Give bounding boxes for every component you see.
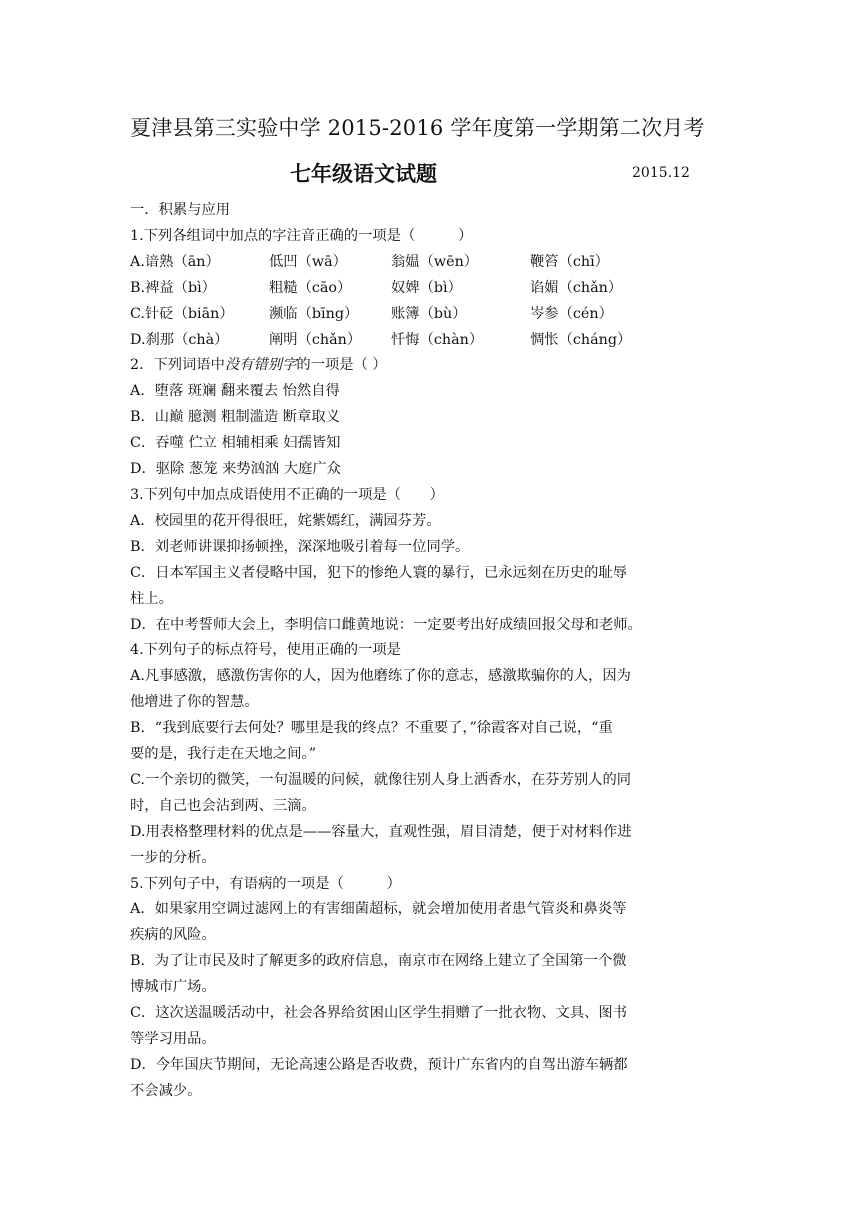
option-term: D.刹那（chà） <box>130 331 229 348</box>
question-5-line: C．这次送温暖活动中，社会各界给贫困山区学生捐赠了一批衣物、文具、图书 <box>130 1005 628 1022</box>
option-term: 粗糙（cāo） <box>269 279 352 296</box>
question-3-stem: 3.下列句中加点成语使用不正确的一项是（ ） <box>130 486 444 503</box>
question-2-stem <box>130 353 734 379</box>
option-term: 翁媪（wēn） <box>391 253 479 270</box>
option-term: 岑参（cén） <box>530 305 613 322</box>
option-term: 鞭笞（chī） <box>530 253 609 270</box>
question-4-stem: 4.下列句子的标点符号，使用正确的一项是 <box>130 642 401 659</box>
question-1-option-d <box>130 328 734 354</box>
question-5-line: 等学习用品。 <box>130 1031 216 1047</box>
question-4-line: 他增进了你的智慧。 <box>130 694 259 711</box>
question-4-line: D.用表格整理材料的优点是——容量大，直观性强，眉目清楚，便于对材料作进 <box>130 823 632 840</box>
question-1-option-b <box>130 276 734 302</box>
option-term: B.裨益（bì） <box>130 279 216 296</box>
option-term: 低凹（wā） <box>269 253 347 270</box>
exam-body <box>130 198 734 1105</box>
question-5-line: B．为了让市民及时了解更多的政府信息，南京市在网络上建立了全国第一个微 <box>130 953 627 970</box>
stem-text: 的一项是（ ） <box>296 357 387 374</box>
question-3-option-b: B．刘老师讲课抑扬顿挫，深深地吸引着每一位同学。 <box>130 538 470 555</box>
option-term: A.谙熟（ān） <box>130 253 220 270</box>
question-2-option-b: B．山巅 臆测 粗制滥造 断章取义 <box>130 409 340 426</box>
question-3-option-c: C．日本军国主义者侵略中国，犯下的惨绝人寰的暴行，已永远刻在历史的耻辱 <box>130 564 628 581</box>
question-2-option-a: A．堕落 斑斓 翻来覆去 怡然自得 <box>130 383 340 400</box>
exam-date: 2015.12 <box>632 165 690 181</box>
question-5-line: A．如果家用空调过滤网上的有害细菌超标，就会增加使用者患气管炎和鼻炎等 <box>130 901 627 918</box>
option-term: 濒临（bīng） <box>269 305 359 322</box>
question-3-option-d: D．在中考誓师大会上，李明信口雌黄地说：一定要考出好成绩回报父母和老师。 <box>130 616 642 633</box>
stem-emphasis: 没有错别字 <box>224 357 297 374</box>
question-4-line: B．“我到底要行去何处？哪里是我的终点？不重要了，”徐霞客对自己说，“重 <box>130 720 613 737</box>
question-5-stem: 5.下列句子中，有语病的一项是（ ） <box>130 875 401 892</box>
question-5-line: 疾病的风险。 <box>130 927 216 944</box>
question-3-option-a: A．校园里的花开得很旺，姹紫嫣红，满园芬芳。 <box>130 512 441 529</box>
section-heading: 一．积累与应用 <box>130 202 231 218</box>
option-term: C.针砭（biān） <box>130 305 234 322</box>
option-term: 忏悔（chàn） <box>391 331 484 348</box>
question-5-line: 不会减少。 <box>130 1082 202 1099</box>
question-4-line: 要的是，我行走在天地之间。” <box>130 746 317 763</box>
question-4-line: 时，自己也会沾到两、三滴。 <box>130 797 316 814</box>
option-term: 谄媚（chǎn） <box>530 279 623 296</box>
option-term: 奴婢（bì） <box>391 279 462 296</box>
option-term: 惆怅（cháng） <box>530 331 632 348</box>
question-4-line: 一步的分析。 <box>130 849 216 866</box>
question-5-line: D．今年国庆节期间，无论高速公路是否收费，预计广东省内的自驾出游车辆都 <box>130 1056 628 1073</box>
question-3-option-c-cont: 柱上。 <box>130 590 173 607</box>
question-5-line: 博城市广场。 <box>130 979 216 996</box>
question-2-option-d: D．驱除 葱笼 来势汹汹 大庭广众 <box>130 461 341 478</box>
option-term: 账簿（bù） <box>391 305 467 322</box>
question-1-stem: 1.下列各组词中加点的字注音正确的一项是（ ） <box>130 227 473 244</box>
option-term: 阐明（chǎn） <box>269 331 362 348</box>
question-1-option-c <box>130 302 734 328</box>
question-4-line: A.凡事感激，感激伤害你的人，因为他磨练了你的意志，感激欺骗你的人，因为 <box>130 668 631 685</box>
exam-subtitle: 七年级语文试题 <box>290 161 437 186</box>
question-1-option-a <box>130 250 734 276</box>
question-4-line: C.一个亲切的微笑，一句温暖的问候，就像往别人身上洒香水，在芬芳别人的同 <box>130 771 632 788</box>
exam-title: 夏津县第三实验中学 2015-2016 学年度第一学期第二次月考 <box>130 116 705 140</box>
question-2-option-c: C．吞噬 伫立 相辅相乘 妇孺皆知 <box>130 435 341 452</box>
stem-text: 2．下列词语中 <box>130 357 225 374</box>
